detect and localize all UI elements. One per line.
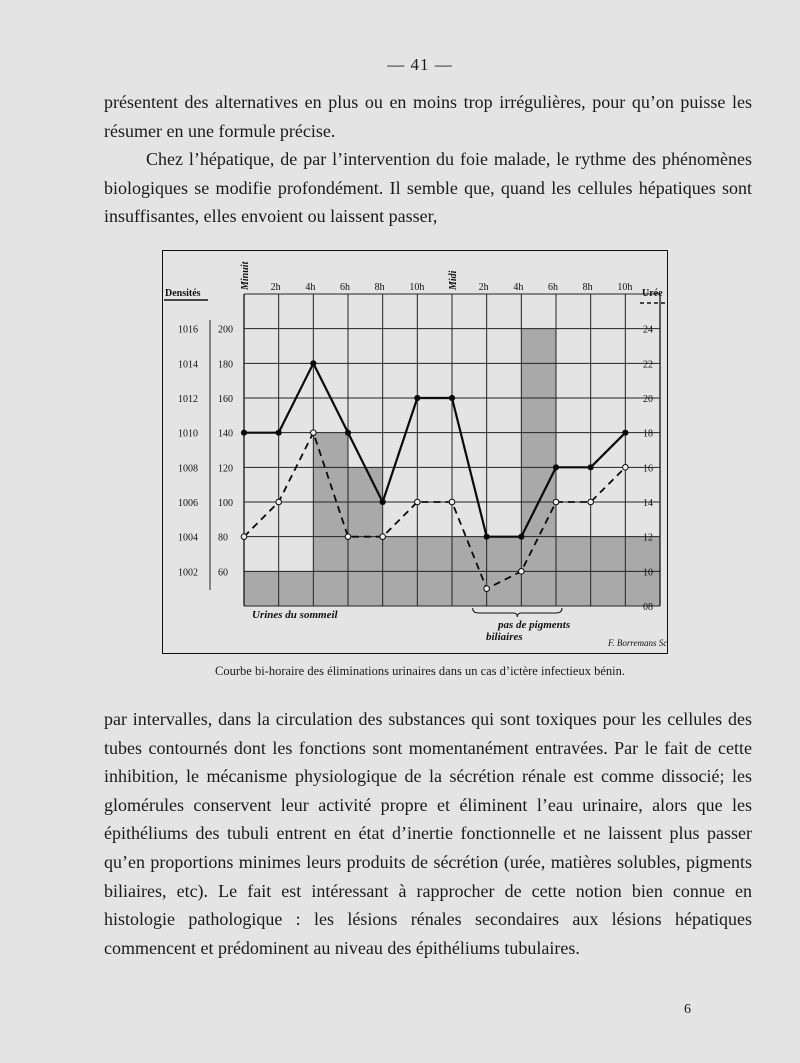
tick-label-uree: 22	[643, 359, 653, 371]
tick-label-densite: 1004	[178, 532, 198, 544]
tick-label-uree: 24	[643, 324, 653, 336]
figure	[162, 250, 668, 654]
x-tick-label: 4h	[513, 282, 524, 293]
annotations-group	[252, 608, 668, 648]
paragraph-top-1: présentent des alternatives en plus ou en moins trop irrégulières, pour qu’on puisse les résumer en une formule précise.	[104, 92, 752, 141]
data-point	[415, 395, 420, 400]
data-point	[345, 534, 351, 540]
tick-label-uree: 14	[643, 498, 653, 509]
data-point	[345, 430, 350, 435]
data-point	[380, 499, 385, 504]
tick-label-uree: 18	[643, 428, 653, 440]
paragraph-bottom: par intervalles, dans la circulation des substances qui sont toxiques pour les cellules des tubes contournés dont les fonctions sont momentanément entravées. Par le fait de cette inhibition, le mécanisme physiologique de la sécrétion rénale est comme dissocié; les glomérules conservent leur activité propre et éliminent l’eau urinaire, alors que les épithéliums des tubuli entrent en état d’inertie fonctionnelle et ne laissent plus passer qu’en proportions minimes leurs produits de sécrétion (urée, matières solubles, pigments biliaires, etc). Le fait est intéressant à rapprocher de cette notion bien connue en histologie pathologique : les lésions rénales secondaires aux lésions hépatiques commencent et prédominent au niveau des épithéliums tubulaires.	[104, 709, 752, 958]
axis-title-uree: Urée	[642, 288, 663, 299]
tick-label-volume: 60	[218, 567, 228, 579]
data-point	[380, 534, 386, 540]
x-tick-label: 10h	[409, 282, 425, 293]
data-point	[519, 534, 524, 539]
paragraph-top	[104, 88, 752, 231]
tick-label-densite: 1006	[178, 498, 198, 509]
data-point	[553, 465, 558, 470]
data-point	[519, 569, 525, 575]
tick-label-densite: 1014	[178, 359, 198, 371]
footer-signature-number: 6	[684, 1002, 691, 1017]
data-point	[484, 586, 490, 592]
chart	[162, 250, 668, 654]
x-tick-label: 2h	[270, 282, 281, 293]
x-tick-label: 2h	[478, 282, 489, 293]
tick-label-uree: 16	[643, 463, 653, 475]
x-tick-label: 10h	[617, 282, 633, 293]
tick-label-uree: 20	[643, 394, 653, 405]
axis-title-densites: Densités	[165, 288, 201, 299]
data-point	[484, 534, 489, 539]
x-tick-label: 6h	[340, 282, 350, 293]
tick-label-densite: 1012	[178, 394, 198, 405]
tick-label-uree: 12	[643, 532, 653, 544]
data-point	[241, 534, 247, 540]
series-line-volume	[244, 363, 625, 536]
x-special-label: Minuit	[240, 261, 251, 290]
tick-label-densite: 1008	[178, 463, 198, 475]
data-point	[276, 430, 281, 435]
data-point	[588, 499, 594, 505]
x-special-label: Midi	[448, 270, 459, 290]
tick-label-uree: 08	[643, 602, 653, 613]
page-number: — 41 —	[387, 55, 453, 74]
tick-label-volume: 100	[218, 498, 233, 509]
data-point	[449, 395, 454, 400]
x-tick-label: 6h	[548, 282, 558, 293]
data-point	[311, 430, 317, 436]
data-point	[276, 499, 282, 505]
tick-label-volume: 160	[218, 394, 233, 405]
tick-label-volume: 140	[218, 428, 233, 440]
figure-caption: Courbe bi-horaire des éliminations urinaires dans un cas d’ictère infectieux bénin.	[215, 664, 625, 678]
tick-label-uree: 10	[643, 567, 653, 579]
data-point	[553, 499, 559, 505]
data-point	[588, 465, 593, 470]
paragraph-top-2: Chez l’hépatique, de par l’intervention du foie malade, le rythme des phénomènes biologiques se modifie profondément. Il semble que, quand les cellules hépatiques sont insuffisantes, elles envoient ou laissent passer,	[104, 149, 752, 227]
engraver-signature: F. Borremans Sc.	[608, 638, 668, 648]
x-tick-label: 8h	[582, 282, 593, 293]
tick-label-volume: 120	[218, 463, 233, 475]
annotation-urines-sommeil: Urines du sommeil	[252, 609, 338, 621]
tick-label-densite: 1010	[178, 428, 198, 440]
annotation-pigments-line1: pas de pigments	[498, 619, 571, 631]
data-point	[623, 465, 629, 471]
data-point	[623, 430, 628, 435]
tick-label-volume: 180	[218, 359, 233, 371]
tick-label-volume: 200	[218, 324, 233, 336]
data-point	[415, 499, 421, 505]
data-point	[241, 430, 246, 435]
tick-label-densite: 1002	[178, 567, 198, 579]
data-point	[311, 361, 316, 366]
tick-label-volume: 80	[218, 532, 228, 544]
data-point	[449, 499, 455, 505]
x-tick-label: 8h	[374, 282, 385, 293]
bar	[244, 571, 279, 606]
annotation-pigments-line2: biliaires	[486, 631, 523, 643]
x-tick-label: 4h	[305, 282, 316, 293]
bar	[279, 571, 314, 606]
tick-label-densite: 1016	[178, 324, 198, 336]
annotation-brace	[473, 608, 562, 617]
